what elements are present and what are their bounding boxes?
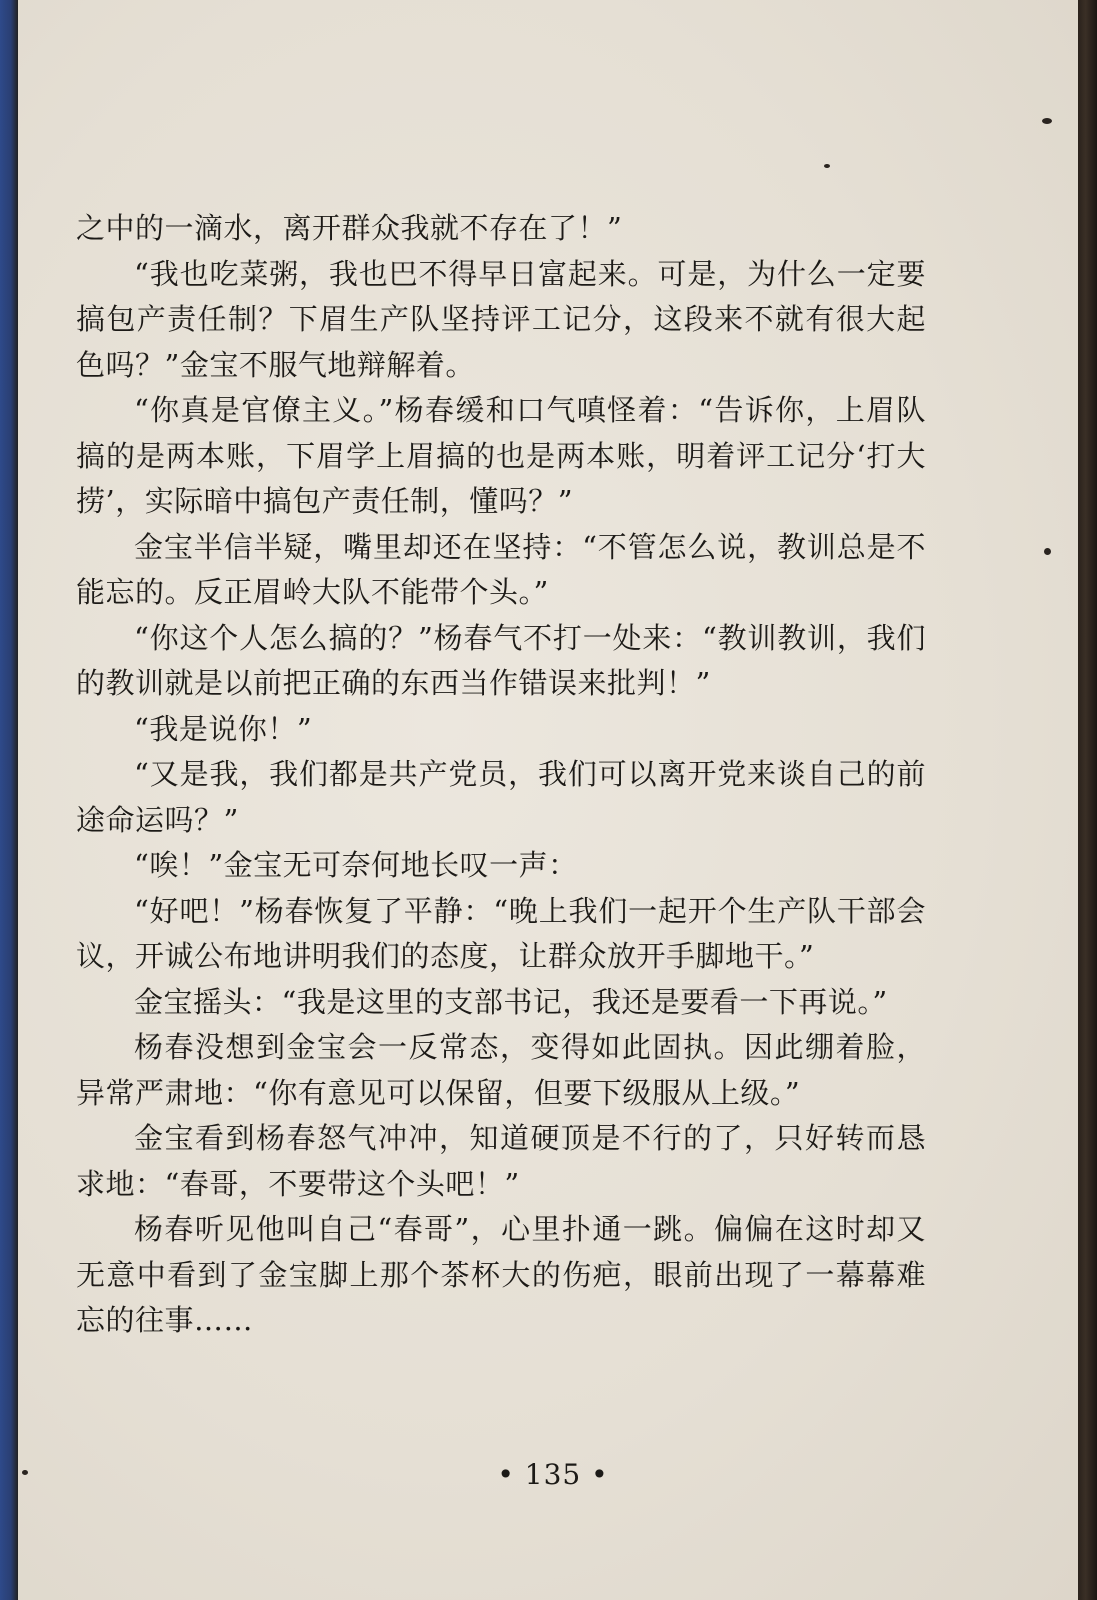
paragraph: “我也吃菜粥，我也巴不得早日富起来。可是，为什么一定要搞包产责任制？下眉生产队坚持评工记分，这段来不就有很大起色吗？”金宝不服气地辩解着。 bbox=[76, 256, 926, 382]
paragraph: “你这个人怎么搞的？”杨春气不打一处来：“教训教训，我们的教训就是以前把正确的东西当作错误来批判！” bbox=[76, 620, 926, 700]
paragraph: 金宝看到杨春怒气冲冲，知道硬顶是不行的了，只好转而恳求地：“春哥，不要带这个头吧！” bbox=[76, 1121, 926, 1201]
ink-speck bbox=[1044, 548, 1051, 555]
paragraph: 杨春没想到金宝会一反常态，变得如此固执。因此绷着脸，异常严肃地：“你有意见可以保留，但要下级服从上级。” bbox=[76, 1030, 926, 1110]
ink-speck bbox=[824, 164, 830, 168]
body-text bbox=[76, 206, 926, 1344]
page-number: • 135 • bbox=[497, 1458, 609, 1491]
paragraph: “我是说你！” bbox=[134, 711, 313, 746]
paragraph: “好吧！”杨春恢复了平静：“晚上我们一起开个生产队干部会议，开诚公布地讲明我们的态度，让群众放开手脚地干。” bbox=[76, 893, 926, 973]
paragraph: “你真是官僚主义。”杨春缓和口气嗔怪着：“告诉你，上眉队搞的是两本账，下眉学上眉搞的也是两本账，明着评工记分‘打大捞’，实际暗中搞包产责任制，懂吗？” bbox=[76, 393, 926, 518]
ink-speck bbox=[1042, 118, 1052, 124]
paragraph: 之中的一滴水，离开群众我就不存在了！” bbox=[76, 211, 623, 245]
paragraph: 金宝摇头：“我是这里的支部书记，我还是要看一下再说。” bbox=[134, 984, 888, 1019]
paragraph: 杨春听见他叫自己“春哥”，心里扑通一跳。偏偏在这时却又无意中看到了金宝脚上那个茶杯大的伤疤，眼前出现了一幕幕难忘的往事…… bbox=[76, 1212, 926, 1337]
paragraph: “又是我，我们都是共产党员，我们可以离开党来谈自己的前途命运吗？” bbox=[76, 757, 926, 837]
scan-right-edge bbox=[1078, 0, 1097, 1600]
paragraph: 金宝半信半疑，嘴里却还在坚持：“不管怎么说，教训总是不能忘的。反正眉岭大队不能带个头。” bbox=[76, 529, 926, 609]
book-page bbox=[18, 0, 1078, 1600]
paragraph: “唉！”金宝无可奈何地长叹一声： bbox=[134, 848, 578, 882]
scan-left-edge bbox=[0, 0, 18, 1600]
